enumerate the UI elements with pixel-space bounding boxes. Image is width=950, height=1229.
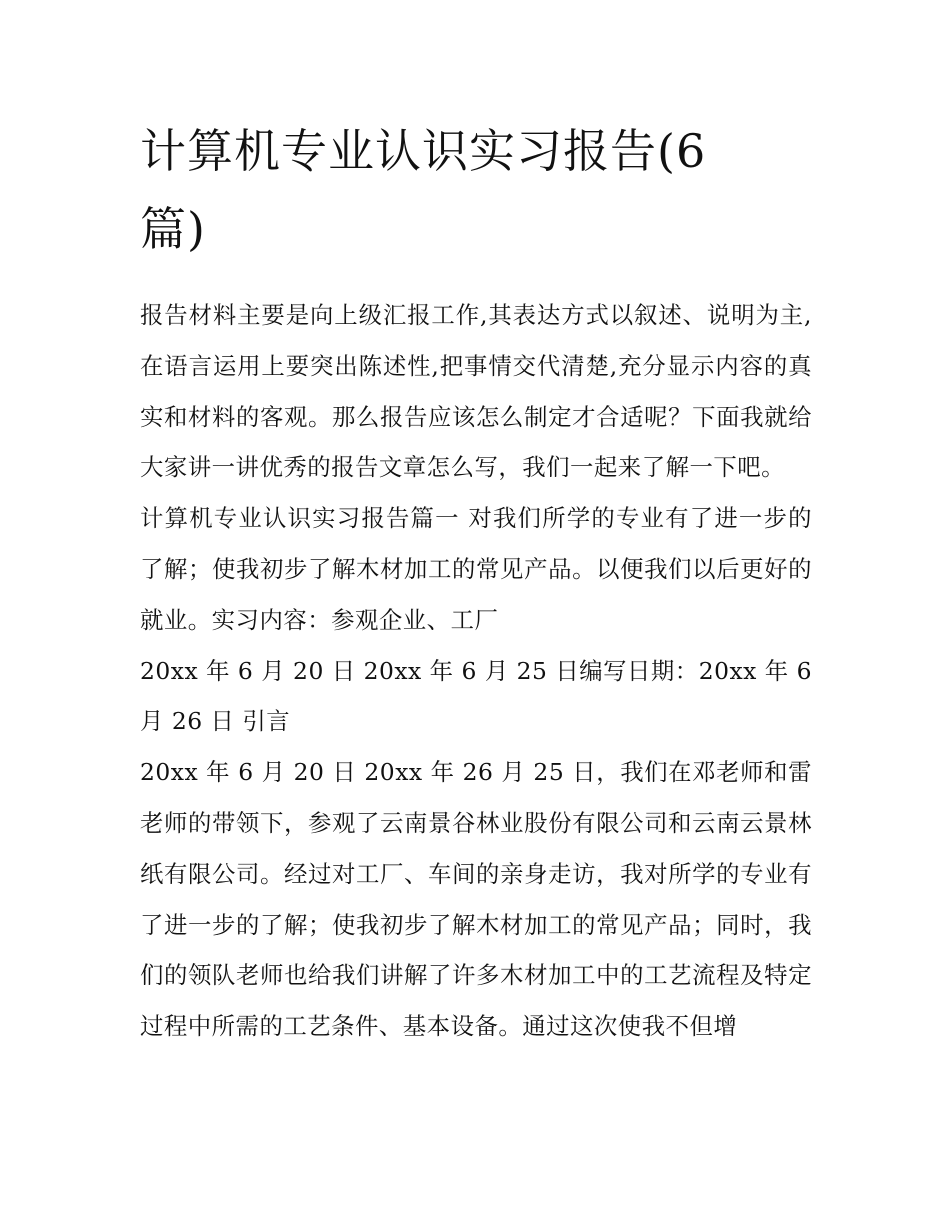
intro-paragraph: 报告材料主要是向上级汇报工作,其表达方式以叙述、说明为主,在语言运用上要突出陈述性,把事情交代清楚,充分显示内容的真实和材料的客观。那么报告应该怎么制定才合适呢？下面我就给大家讲一讲优秀的报告文章怎么写，我们一起来了解一下吧。 (140, 301, 812, 482)
date-paragraph: 20xx 年 6 月 20 日 20xx 年 6 月 25 日编写日期：20xx 年 6 月 26 日 引言 (140, 656, 812, 736)
document-title: 计算机专业认识实习报告(6篇) (140, 124, 707, 256)
section-one-paragraph: 计算机专业认识实习报告篇一 对我们所学的专业有了进一步的了解；使我初步了解木材加工的常见产品。以便我们以后更好的就业。实习内容：参观企业、工厂 (140, 504, 812, 634)
document-body (140, 112, 812, 1052)
paragraph-list (140, 290, 812, 1052)
visit-paragraph: 20xx 年 6 月 20 日 20xx 年 26 月 25 日，我们在邓老师和雷老师的带领下，参观了云南景谷林业股份有限公司和云南云景林纸有限公司。经过对工厂、车间的亲身走访，我对所学的专业有了进一步的了解；使我初步了解木材加工的常见产品；同时，我们的领队老师也给我们讲解了许多木材加工中的工艺流程及特定过程中所需的工艺条件、基本设备。通过这次使我不但增 (140, 758, 812, 1041)
